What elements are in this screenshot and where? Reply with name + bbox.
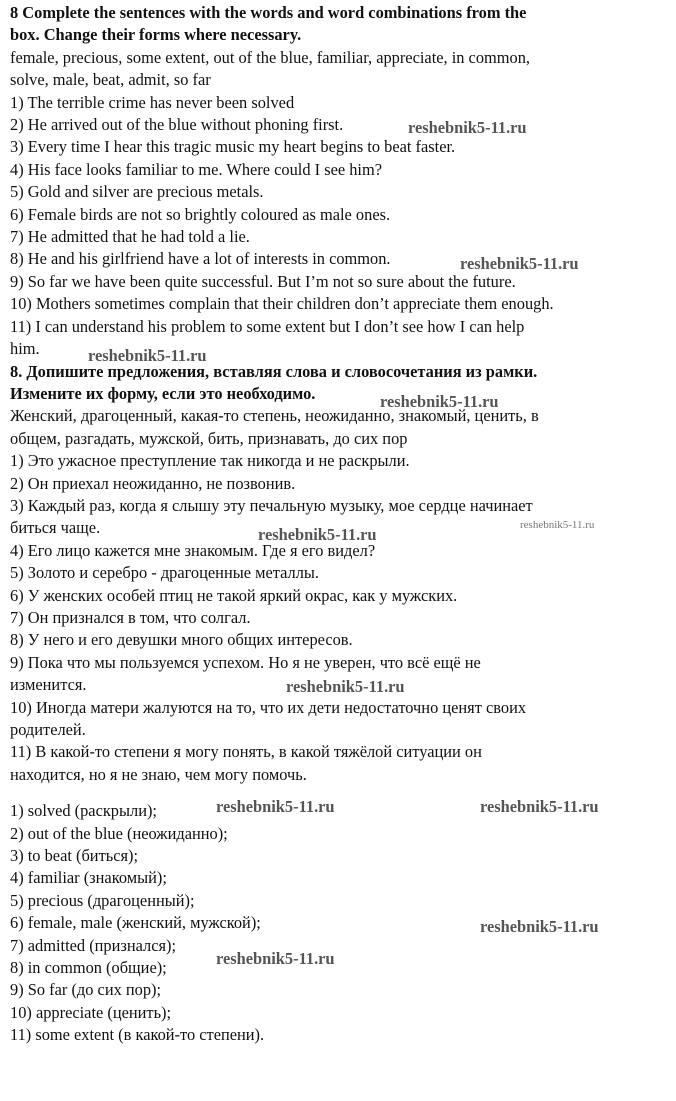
watermark: reshebnik5-11.ru: [286, 677, 405, 696]
answer-item: 7) admitted (признался);: [10, 935, 177, 955]
ru-sentence: 6) У женских особей птиц не такой яркий окрас, как у мужских.: [10, 585, 458, 605]
en-heading-line-1: 8 Complete the sentences with the words and word combinations from the: [10, 3, 527, 22]
ru-sentence: находится, но я не знаю, чем могу помочь.: [10, 764, 307, 784]
en-sentence: 4) His face looks familiar to me. Where could I see him?: [10, 159, 382, 179]
ru-heading-line-2: Измените их форму, если это необходимо.: [10, 383, 316, 403]
en-sentence: 10) Mothers sometimes complain that their children don’t appreciate them enough.: [10, 294, 554, 314]
answer-item: 1) solved (раскрыли);: [10, 801, 157, 821]
ru-sentence: 7) Он признался в том, что солгал.: [10, 607, 251, 627]
en-sentence: 11) I can understand his problem to some extent but I don’t see how I can help: [10, 316, 525, 336]
en-sentence: 6) Female birds are not so brightly coloured as male ones.: [10, 204, 391, 224]
en-word-box-line-1: female, precious, some extent, out of the blue, familiar, appreciate, in common,: [10, 47, 531, 67]
ru-sentence: 9) Пока что мы пользуемся успехом. Но я не уверен, что всё ещё не: [10, 652, 481, 672]
ru-sentence: 8) У него и его девушки много общих интересов.: [10, 630, 353, 650]
ru-sentence: биться чаще.: [10, 518, 101, 538]
ru-heading-line-1: 8. Допишите предложения, вставляя слова и словосочетания из рамки.: [10, 361, 538, 381]
watermark: reshebnik5-11.ru: [480, 797, 599, 816]
ru-sentence: 11) В какой-то степени я могу понять, в какой тяжёлой ситуации он: [10, 742, 482, 762]
en-sentence: 5) Gold and silver are precious metals.: [10, 182, 264, 202]
answer-item: 8) in common (общие);: [10, 958, 167, 978]
en-sentence: 2) He arrived out of the blue without phoning first.: [10, 115, 344, 135]
en-word-box-line-2: solve, male, beat, admit, so far: [10, 70, 211, 90]
ru-word-box-line-1: Женский, драгоценный, какая-то степень, неожиданно, знакомый, ценить, в: [10, 406, 539, 426]
watermark: reshebnik5-11.ru: [380, 392, 499, 411]
en-sentence: 1) The terrible crime has never been solved: [10, 92, 295, 112]
answer-item: 5) precious (драгоценный);: [10, 890, 195, 910]
watermark: reshebnik5-11.ru: [520, 519, 595, 531]
en-sentence: him.: [10, 339, 40, 359]
watermark: reshebnik5-11.ru: [88, 346, 207, 365]
en-sentence: 8) He and his girlfriend have a lot of interests in common.: [10, 249, 391, 269]
answer-item: 11) some extent (в какой-то степени).: [10, 1025, 265, 1045]
ru-sentence: 5) Золото и серебро - драгоценные металлы.: [10, 563, 320, 583]
answer-item: 4) familiar (знакомый);: [10, 868, 167, 888]
ru-sentence: изменится.: [10, 675, 87, 695]
watermark: reshebnik5-11.ru: [408, 118, 527, 137]
watermark: reshebnik5-11.ru: [460, 254, 579, 273]
ru-sentence: 4) Его лицо кажется мне знакомым. Где я его видел?: [10, 540, 376, 560]
en-sentence: 7) He admitted that he had told a lie.: [10, 227, 250, 247]
en-sentence: 9) So far we have been quite successful. But I’m not so sure about the future.: [10, 271, 516, 291]
en-heading-line-2: box. Change their forms where necessary.: [10, 25, 302, 45]
answer-item: 9) So far (до сих пор);: [10, 980, 162, 1000]
answer-item: 6) female, male (женский, мужской);: [10, 913, 261, 933]
ru-word-box-line-2: общем, разгадать, мужской, бить, признавать, до сих пор: [10, 428, 408, 448]
watermark: reshebnik5-11.ru: [216, 797, 335, 816]
answer-item: 3) to beat (биться);: [10, 846, 139, 866]
answer-item: 2) out of the blue (неожиданно);: [10, 823, 228, 843]
ru-sentence: родителей.: [10, 720, 86, 739]
ru-sentence: 1) Это ужасное преступление так никогда и не раскрыли.: [10, 451, 410, 471]
en-sentence: 3) Every time I hear this tragic music my heart begins to beat faster.: [10, 137, 456, 157]
ru-sentence: 2) Он приехал неожиданно, не позвонив.: [10, 473, 296, 493]
watermark: reshebnik5-11.ru: [480, 917, 599, 936]
watermark: reshebnik5-11.ru: [258, 525, 377, 544]
ru-sentence: 10) Иногда матери жалуются на то, что их дети недостаточно ценят своих: [10, 697, 527, 717]
ru-sentence: 3) Каждый раз, когда я слышу эту печальную музыку, мое сердце начинает: [10, 495, 533, 515]
answer-item: 10) appreciate (ценить);: [10, 1002, 172, 1022]
watermark: reshebnik5-11.ru: [216, 949, 335, 968]
